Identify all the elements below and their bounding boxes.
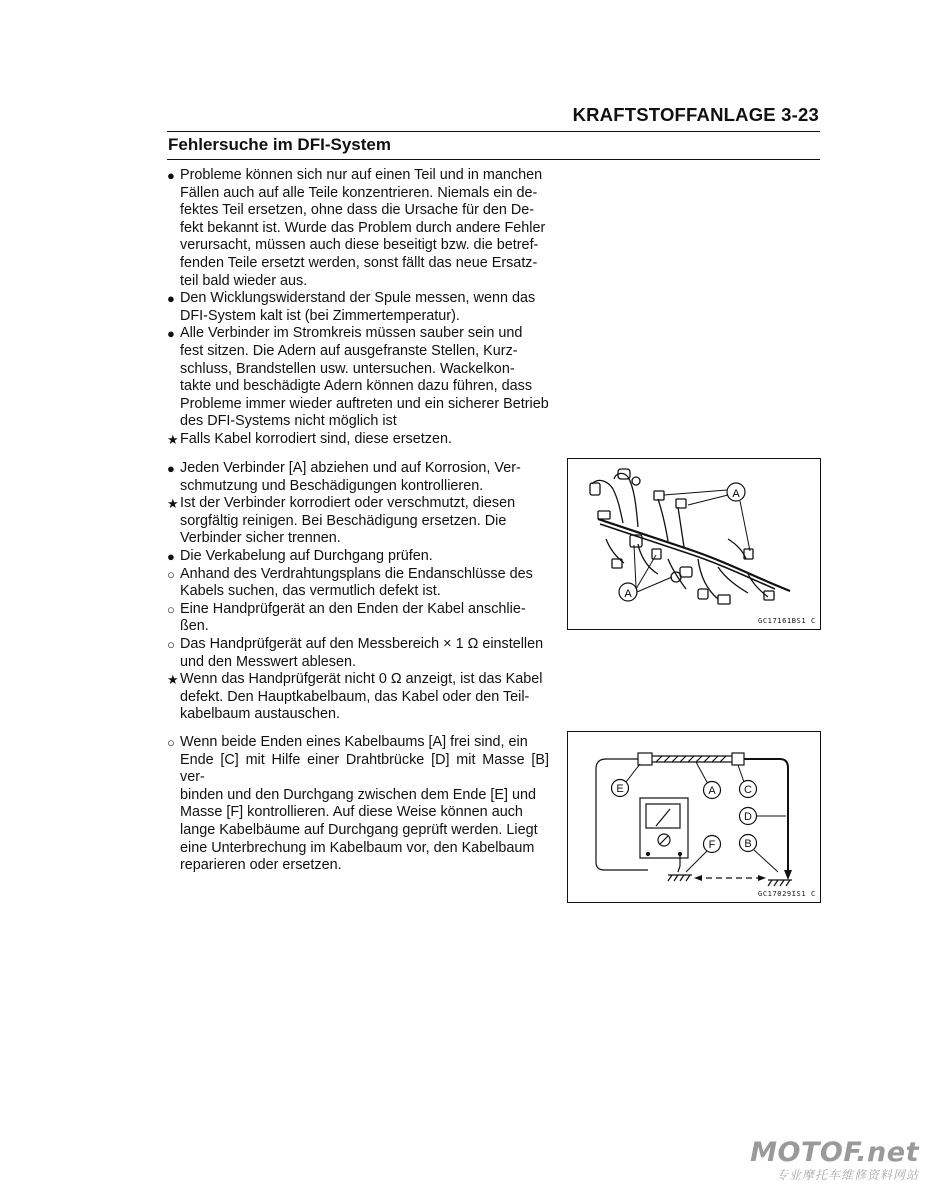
list-item xyxy=(167,290,549,325)
watermark-name: MOTOF.net xyxy=(750,1137,919,1168)
harness-figure xyxy=(567,458,821,630)
star-marker: ★ xyxy=(167,496,179,512)
list-item xyxy=(167,167,549,290)
list-item xyxy=(167,460,549,495)
label-c: C xyxy=(744,784,752,796)
item-text: Das Handprüfgerät auf den Messbereich × 1 Ω einstellen und den Messwert ablesen. xyxy=(180,635,544,670)
item-text: Den Wicklungswiderstand der Spule messen, wenn das DFI-System kalt ist (bei Zimmertemperatur). xyxy=(180,290,536,324)
label-d: D xyxy=(744,811,752,823)
bullet-marker: ● xyxy=(167,461,175,476)
figure-code: GC17161BS1 C xyxy=(758,617,816,625)
list-item xyxy=(167,431,549,449)
section-rule xyxy=(167,159,820,160)
label-b: B xyxy=(744,838,752,850)
item-text: Anhand des Verdrahtungsplans die Endanschlüsse des Kabels suchen, das vermutlich defekt ist. xyxy=(180,565,533,600)
list-item xyxy=(167,734,549,875)
item-text: Falls Kabel korrodiert sind, diese ersetzen. xyxy=(180,430,452,447)
site-watermark xyxy=(750,1138,919,1182)
instruction-block-1 xyxy=(167,167,549,449)
circle-marker: ○ xyxy=(167,601,175,617)
section-title: Fehlersuche im DFI-System xyxy=(168,135,391,154)
item-text: Jeden Verbinder [A] abziehen und auf Korrosion, Ver- schmutzung und Beschädigungen kontrollieren. xyxy=(180,460,521,494)
list-item xyxy=(167,636,549,671)
item-text: Alle Verbinder im Stromkreis müssen sauber sein und fest sitzen. Die Adern auf ausgefranste Stellen, Kurz- schluss, Brandstellen usw. untersuchen. Wackelkon- takte und beschädigte Adern können dazu führen, dass Probleme immer wieder auftreten und ein sicherer Betrieb des DFI-Systems nicht möglich ist xyxy=(180,325,549,430)
label-leaders xyxy=(626,762,786,872)
list-item xyxy=(167,548,549,566)
harness-illustration xyxy=(568,459,820,629)
label-circles xyxy=(612,780,757,853)
item-text: Probleme können sich nur auf einen Teil und in manchen Fällen auch auf alle Teile konzentrieren. Niemals ein de- fektes Teil ersetzen, ohne dass die Ursache für den De- fekt bekannt ist. Wurde das Problem durch andere Fehler verursacht, müssen auch diese beseitigt bzw. die betref- fenden Teile ersetzt werden, sonst fällt das neue Ersatz- teil bald wieder aus. xyxy=(180,167,546,289)
ground-symbols xyxy=(668,875,792,886)
instruction-block-2 xyxy=(167,460,549,724)
item-text: Wenn beide Enden eines Kabelbaums [A] frei sind, ein Ende [C] mit Hilfe einer Drahtbrücke [D] mit Masse [B] ver- binden und den Durchgang zwischen dem Ende [E] und Masse [F] kontrollieren. Auf diese Weise können auch lange Kabelbäume auf Durchgang geprüft werden. Liegt eine Unterbrechung im Kabelbaum vor, den Kabelbaum reparieren oder ersetzen. xyxy=(180,734,549,874)
circle-marker: ○ xyxy=(167,735,175,750)
item-text: Wenn das Handprüfgerät nicht 0 Ω anzeigt, ist das Kabel defekt. Den Hauptkabelbaum, das Kabel oder den Teil- kabelbaum austauschen. xyxy=(180,671,543,723)
list-item xyxy=(167,601,549,636)
item-text: Ist der Verbinder korrodiert oder verschmutzt, diesen sorgfältig reinigen. Bei Beschädigung ersetzen. Die Verbinder sicher trennen. xyxy=(180,495,516,547)
page-header-title: KRAFTSTOFFANLAGE 3-23 xyxy=(572,104,819,125)
list-item xyxy=(167,566,549,601)
list-item xyxy=(167,671,549,724)
bullet-marker: ● xyxy=(167,168,175,183)
label-a: A xyxy=(708,785,716,797)
jumper-arrow xyxy=(784,870,792,880)
header-rule xyxy=(167,131,820,132)
callout-label: A xyxy=(732,488,740,500)
star-marker: ★ xyxy=(167,672,179,688)
bullet-marker: ● xyxy=(167,548,175,564)
watermark-tagline: 专业摩托车维修资料网站 xyxy=(775,1168,919,1182)
list-item xyxy=(167,325,549,431)
circle-marker: ○ xyxy=(167,636,175,652)
item-text: Eine Handprüfgerät an den Enden der Kabel anschlie- ßen. xyxy=(180,600,526,635)
continuity-test-figure xyxy=(567,731,821,903)
list-item xyxy=(167,495,549,548)
label-e: E xyxy=(616,783,624,795)
bullet-marker: ● xyxy=(167,326,175,342)
circle-marker: ○ xyxy=(167,566,175,582)
callout-label: A xyxy=(624,588,632,600)
item-text: Die Verkabelung auf Durchgang prüfen. xyxy=(180,547,433,564)
bullet-marker: ● xyxy=(167,291,175,307)
figure-code: GC17029IS1 C xyxy=(758,890,816,898)
harness-drawing xyxy=(590,469,790,604)
label-f: F xyxy=(708,839,716,851)
continuity-diagram xyxy=(568,732,820,902)
instruction-block-3 xyxy=(167,734,549,875)
star-marker: ★ xyxy=(167,431,179,447)
